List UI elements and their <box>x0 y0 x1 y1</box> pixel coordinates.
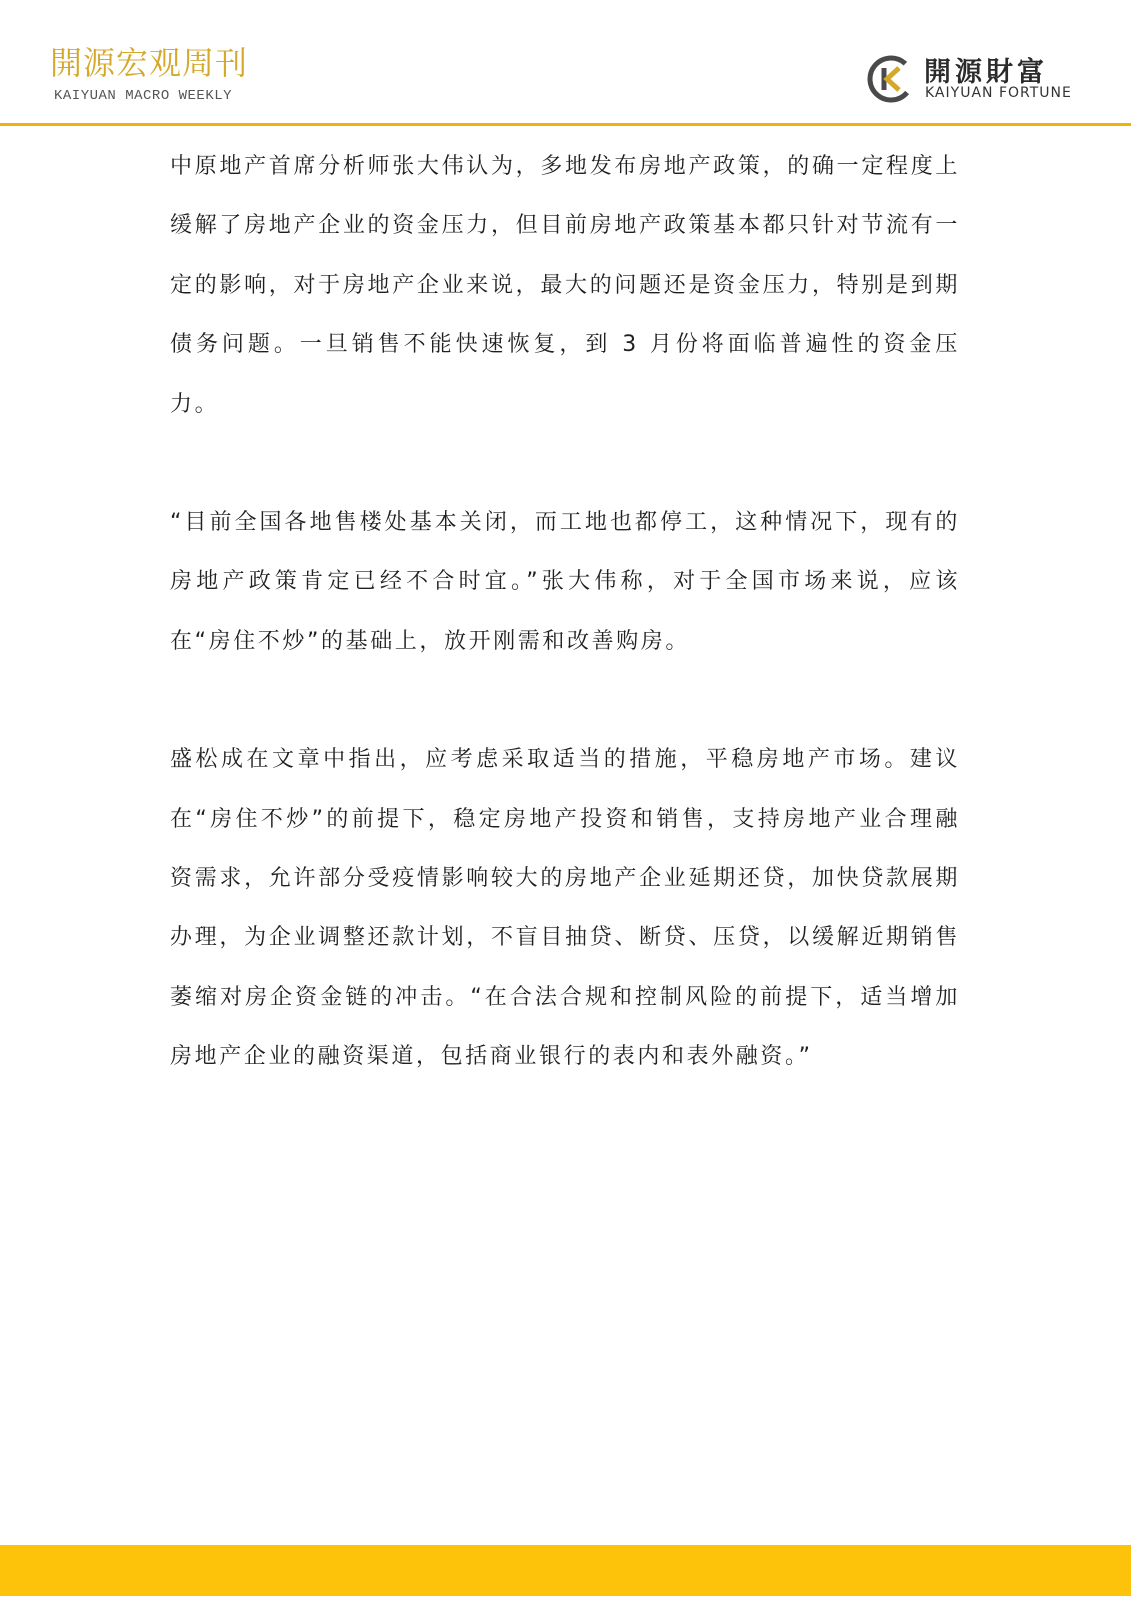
brand-logo <box>866 50 1106 106</box>
paragraph-spacer <box>170 671 960 730</box>
paragraph-2: “目前全国各地售楼处基本关闭，而工地也都停工，这种情况下，现有的房地产政策肯定已经不合时宜。”张大伟称，对于全国市场来说，应该在“房住不炒”的基础上，放开刚需和改善购房。 <box>170 510 960 654</box>
paragraph-3: 盛松成在文章中指出，应考虑采取适当的措施，平稳房地产市场。建议在“房住不炒”的前提下，稳定房地产投资和销售，支持房地产业合理融资需求，允许部分受疫情影响较大的房地产企业延期还贷，加快贷款展期办理，为企业调整还款计划，不盲目抽贷、断贷、压贷，以缓解近期销售萎缩对房企资金链的冲击。“在合法合规和控制风险的前提下，适当增加房地产企业的融资渠道，包括商业银行的表内和表外融资。” <box>170 747 960 1070</box>
brand-name-en: KAIYUAN FORTUNE <box>925 85 1072 101</box>
header-divider <box>0 123 1131 126</box>
weekly-title: 開源宏观周刊 <box>50 44 249 82</box>
page-header <box>0 0 1131 126</box>
kaiyuan-k-logo-icon <box>866 54 916 104</box>
article-body <box>170 137 960 1087</box>
paragraph-1: 中原地产首席分析师张大伟认为，多地发布房地产政策，的确一定程度上缓解了房地产企业的资金压力，但目前房地产政策基本都只针对节流有一定的影响，对于房地产企业来说，最大的问题还是资金压力，特别是到期债务问题。一旦销售不能快速恢复，到 3 月份将面临普遍性的资金压力。 <box>170 154 960 417</box>
brand-name-cn: 開源財富 <box>924 57 1048 88</box>
weekly-subtitle: KAIYUAN MACRO WEEKLY <box>54 88 233 104</box>
paragraph-spacer <box>170 434 960 493</box>
footer-bar <box>0 1545 1131 1596</box>
